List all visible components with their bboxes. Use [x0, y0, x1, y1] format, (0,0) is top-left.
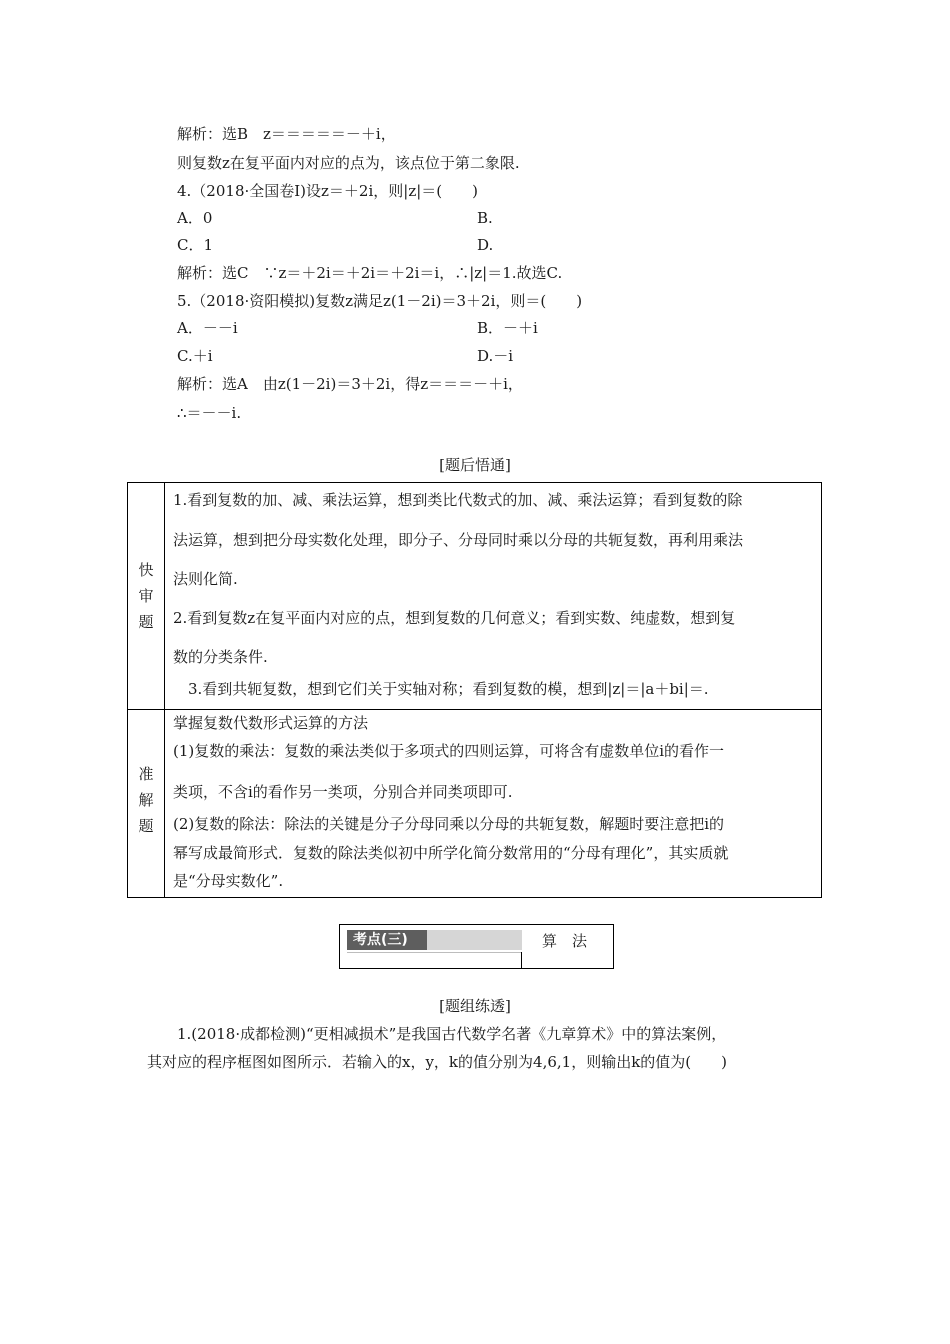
- option-4c: C．1: [177, 236, 214, 254]
- row1-line-3: 法则化简.: [173, 570, 238, 588]
- section-title-tizuliantou: [题组练透]: [439, 997, 511, 1015]
- table-divider-vertical: [164, 483, 165, 897]
- row1-line-4: 2.看到复数z在复平面内对应的点，想到复数的几何意义；看到实数、纯虚数，想到复: [173, 609, 736, 627]
- row-label-zhunjieti: 准解题: [138, 765, 154, 835]
- kaodian-tick: [521, 952, 522, 968]
- solution-4: 解析：选C ∵z＝＋2i＝＋2i＝＋2i＝i，∴|z|＝1.故选C.: [177, 264, 563, 282]
- option-5c: C.＋i: [177, 347, 213, 365]
- solution-5: 解析：选A 由z(1－2i)＝3＋2i，得z＝＝＝－＋i，: [177, 375, 523, 393]
- row2-line-6: 是“分母实数化”.: [173, 872, 284, 890]
- summary-table: [127, 482, 822, 898]
- option-4b: B.: [477, 209, 493, 227]
- kaodian-bar: [427, 930, 522, 950]
- row2-line-3: 类项，不含i的看作另一类项，分别合并同类项即可.: [173, 783, 513, 801]
- table-divider-horizontal: [128, 709, 821, 710]
- kaodian-badge: 考点(三): [347, 930, 427, 950]
- kaodian-header: [339, 924, 614, 969]
- section-title-tihouwutong: [题后悟通]: [439, 456, 511, 474]
- row1-line-5: 数的分类条件.: [173, 648, 268, 666]
- row1-line-2: 法运算，想到把分母实数化处理，即分子、分母同时乘以分母的共轭复数，再利用乘法: [173, 531, 744, 549]
- row1-line-6: 3.看到共轭复数，想到它们关于实轴对称；看到复数的模，想到|z|＝|a＋bi|＝.: [173, 680, 709, 698]
- question-1-line-2: 其对应的程序框图如图所示．若输入的x，y，k的值分别为4,6,1，则输出k的值为( ): [147, 1053, 727, 1071]
- solution-3: 解析：选B z＝＝＝＝＝－＋i，: [177, 125, 396, 143]
- kaodian-underline: [347, 952, 522, 953]
- solution-3-cont: 则复数z在复平面内对应的点为，该点位于第二象限.: [177, 154, 520, 172]
- option-4d: D.: [477, 236, 494, 254]
- option-5b: B．－＋i: [477, 319, 538, 337]
- option-5d: D.－i: [477, 347, 514, 365]
- question-5: 5.（2018·资阳模拟)复数z满足z(1－2i)＝3＋2i，则＝( ): [177, 292, 583, 310]
- solution-5-cont: ∴＝－－i.: [177, 404, 242, 422]
- option-4a: A．0: [177, 209, 213, 227]
- question-1-line-1: 1.(2018·成都检测)“更相减损术”是我国古代数学名著《九章算术》中的算法案例，: [177, 1025, 727, 1043]
- row1-line-1: 1.看到复数的加、减、乘法运算，想到类比代数式的加、减、乘法运算；看到复数的除: [173, 491, 743, 509]
- kaodian-title: 算 法: [542, 932, 588, 950]
- row2-line-2: (1)复数的乘法：复数的乘法类似于多项式的四则运算，可将含有虚数单位i的看作一: [173, 742, 725, 760]
- row2-line-5: 幂写成最简形式．复数的除法类似初中所学化简分数常用的“分母有理化”，其实质就: [173, 844, 729, 862]
- question-4: 4.（2018·全国卷Ⅰ)设z＝＋2i，则|z|＝( ): [177, 182, 478, 200]
- row2-line-4: (2)复数的除法：除法的关键是分子分母同乘以分母的共轭复数，解题时要注意把i的: [173, 815, 725, 833]
- option-5a: A．－－i: [177, 319, 238, 337]
- row-label-kuaishenti: 快审题: [138, 561, 154, 631]
- row2-line-1: 掌握复数代数形式运算的方法: [173, 714, 369, 732]
